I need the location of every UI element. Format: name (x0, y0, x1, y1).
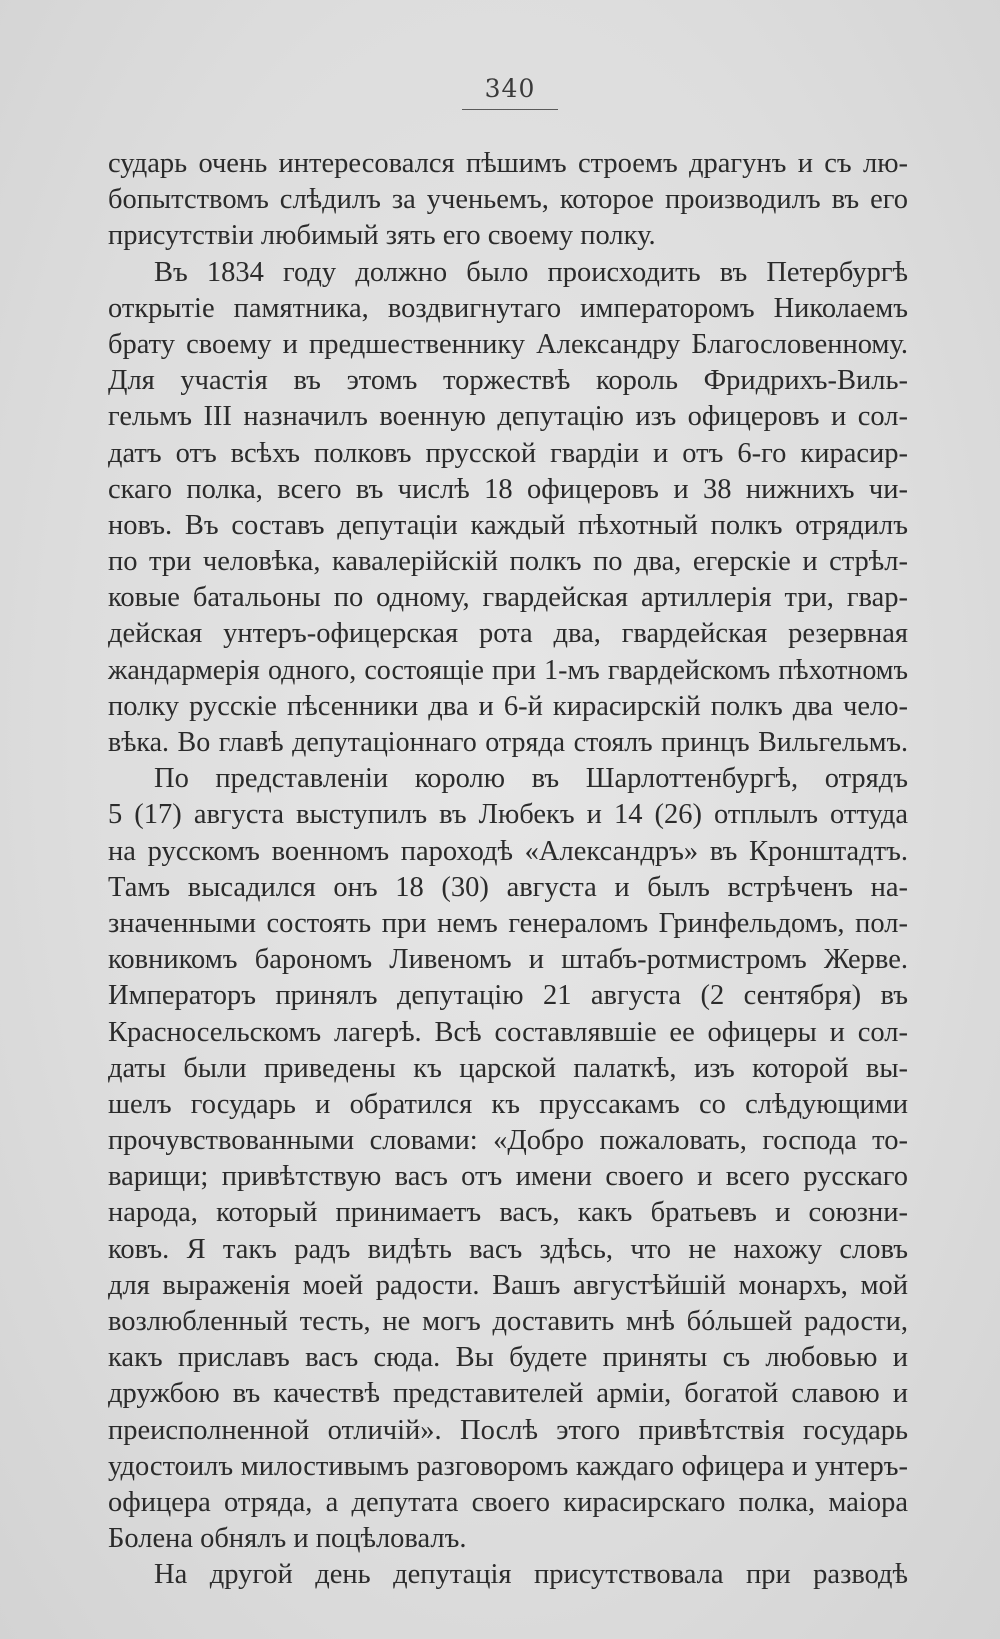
text-line: гельмъ III назначилъ военную депутацію изъ офицеровъ и сол- (108, 401, 908, 433)
text-line: Болена обнялъ и поцѣловалъ. (108, 1523, 467, 1555)
text-line: прочувствованными словами: «Добро пожаловать, господа то- (108, 1125, 908, 1157)
text-line: даты были приведены къ царской палаткѣ, изъ которой вы- (108, 1052, 908, 1084)
text-line: шелъ государь и обратился къ пруссакамъ со слѣдующими (108, 1088, 908, 1120)
text-line: Тамъ высадился онъ 18 (30) августа и былъ встрѣченъ на- (108, 871, 908, 903)
text-line: ковникомъ барономъ Ливеномъ и штабъ-ротмистромъ Жерве. (108, 944, 908, 976)
text-line: 5 (17) августа выступилъ въ Любекъ и 14 (26) отплылъ оттуда (108, 799, 908, 831)
text-line: брату своему и предшественнику Александру Благословенному. (108, 328, 908, 360)
text-line: бопытствомъ слѣдилъ за ученьемъ, которое производилъ въ его (108, 184, 908, 216)
text-line: новъ. Въ составъ депутаціи каждый пѣхотный полкъ отрядилъ (108, 509, 908, 541)
text-line: Въ 1834 году должно было происходить въ Петербургѣ (154, 256, 908, 288)
text-line: вѣка. Во главѣ депутаціоннаго отряда стоялъ принцъ Вильгельмъ. (108, 727, 908, 758)
text-line: для выраженія моей радости. Вашъ августѣйшій монархъ, мой (108, 1269, 908, 1301)
text-line: присутствіи любимый зять его своему полку. (108, 220, 656, 252)
page-text (108, 146, 908, 1594)
text-line: варищи; привѣтствую васъ отъ имени своего и всего русскаго (108, 1161, 908, 1193)
text-line: датъ отъ всѣхъ полковъ прусской гвардіи и отъ 6-го кирасир- (108, 437, 908, 469)
text-line: По представленіи королю въ Шарлоттенбургѣ, отрядъ (154, 763, 908, 795)
text-line: сударь очень интересовался пѣшимъ строемъ драгунъ и съ лю- (108, 148, 908, 179)
text-line: по три человѣка, кавалерійскій полкъ по два, егерскіе и стрѣл- (108, 546, 908, 578)
text-line: удостоилъ милостивымъ разговоромъ каждаго офицера и унтеръ- (108, 1450, 908, 1482)
text-line: полку русскіе пѣсенники два и 6-й кирасирскій полкъ два чело- (108, 690, 908, 722)
text-line: жандармерія одного, состоящіе при 1-мъ гвардейскомъ пѣхотномъ (108, 654, 908, 686)
text-line: какъ приславъ васъ сюда. Вы будете приняты съ любовью и (108, 1342, 908, 1374)
text-line: ковые батальоны по одному, гвардейская артиллерія три, гвар- (108, 582, 908, 614)
text-line: на русскомъ военномъ пароходѣ «Александръ» въ Кронштадтъ. (108, 835, 908, 867)
text-line: дружбою въ качествѣ представителей арміи, богатой славою и (108, 1378, 908, 1410)
text-line: преисполненной отличій». Послѣ этого привѣтствія государь (108, 1414, 908, 1446)
text-line: скаго полка, всего въ числѣ 18 офицеровъ и 38 нижнихъ чи- (108, 473, 908, 505)
text-line: народа, который принимаетъ васъ, какъ братьевъ и союзни- (108, 1197, 908, 1229)
text-line: значенными состоять при немъ генераломъ Гринфельдомъ, пол- (108, 907, 908, 939)
text-line: возлюбленный тесть, не могъ доставить мнѣ бóльшей радости, (108, 1306, 908, 1337)
text-line: Императоръ принялъ депутацію 21 августа (2 сентября) въ (108, 980, 908, 1012)
text-line: дейская унтеръ-офицерская рота два, гвардейская резервная (108, 618, 908, 650)
text-line: На другой день депутація присутствовала при разводѣ (154, 1559, 908, 1591)
text-line: офицера отряда, а депутата своего кирасирскаго полка, маіора (108, 1486, 908, 1518)
text-line: Для участія въ этомъ торжествѣ король Фридрихъ-Виль- (108, 365, 908, 397)
page-number: 340 (484, 74, 536, 103)
text-line: открытіе памятника, воздвигнутаго императоромъ Николаемъ (108, 292, 908, 324)
page-number-rule (462, 109, 558, 110)
text-line: ковъ. Я такъ радъ видѣть васъ здѣсь, что не нахожу словъ (108, 1233, 908, 1265)
text-line: Красносельскомъ лагерѣ. Всѣ составлявшіе ее офицеры и сол- (108, 1016, 908, 1048)
